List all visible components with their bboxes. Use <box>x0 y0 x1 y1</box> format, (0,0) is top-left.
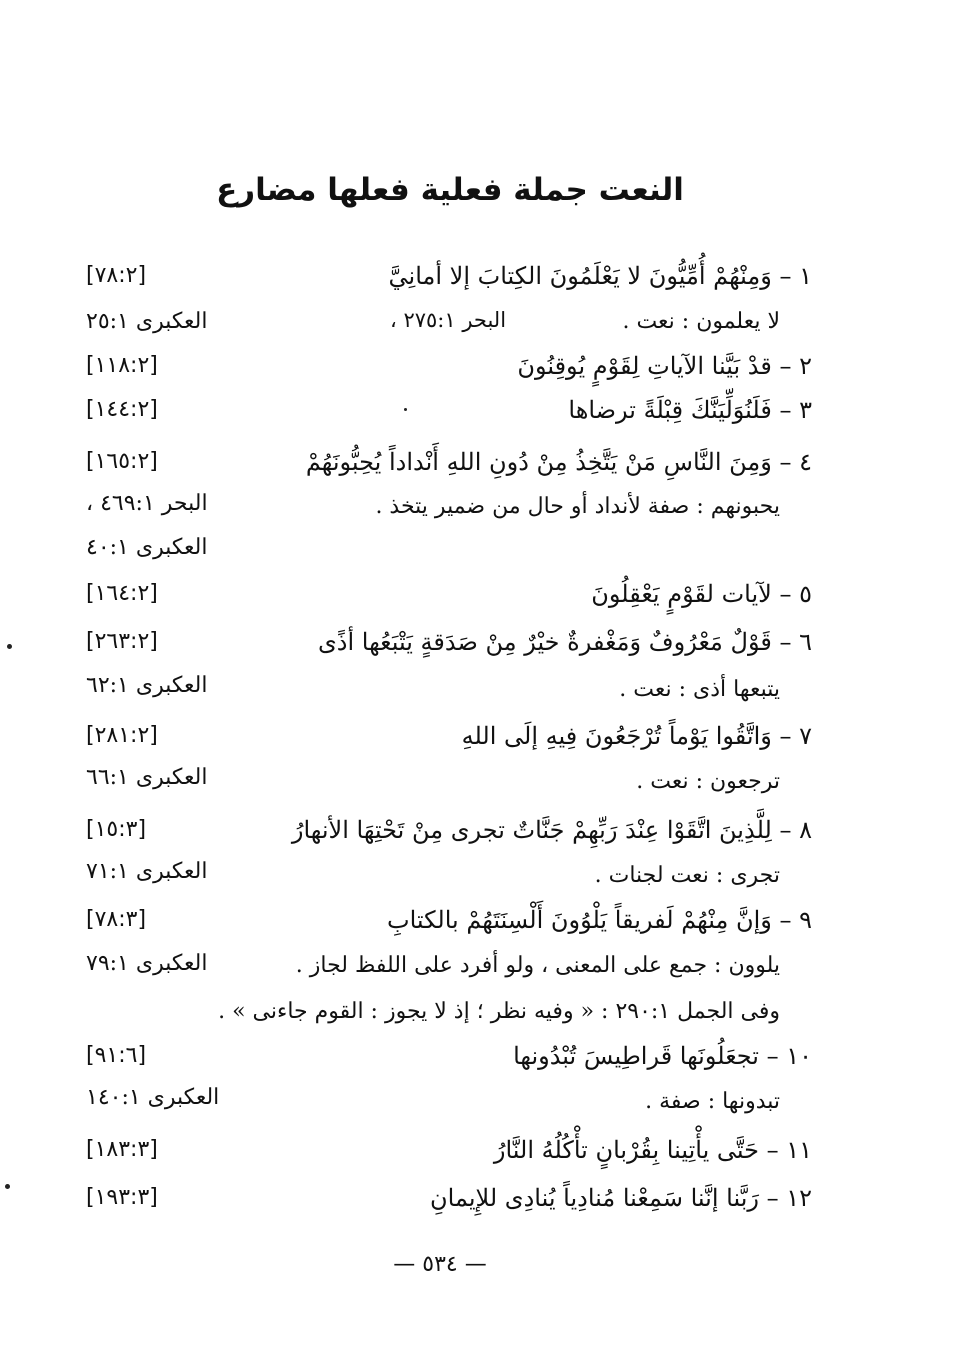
example-line: ١١ – حَتَّى يأْتِينا بِقُرْبانٍ تأْكُلُهُ النَّارُ <box>493 1136 812 1164</box>
verse-reference: [٢٨١:٢] <box>86 723 158 748</box>
source-citation: العكبرى ٦٦:١ <box>86 765 208 790</box>
verse-reference: [١٩٣:٣] <box>86 1185 158 1210</box>
verse-reference: [١٦٥:٢] <box>86 449 158 474</box>
source-citation: العكبرى ٤٠:١ <box>86 535 208 560</box>
source-citation: العكبرى ١٤٠:١ <box>86 1085 220 1110</box>
example-line: ٢ – قدْ بَيَّنا الآياتِ لِقَوْمٍ يُوقِنُونَ <box>517 352 812 380</box>
verse-reference: [١٤٤:٢] <box>86 397 158 422</box>
source-citation: العكبرى ٧١:١ <box>86 859 208 884</box>
example-line: ٦ – قَوْلٌ مَعْرُوفٌ وَمَغْفرةٌ خيْرٌ مِنْ صَدَقةٍ يَتْبَعُها أذًى <box>317 628 812 656</box>
scan-speck <box>404 408 407 411</box>
scan-speck <box>7 644 12 649</box>
scan-speck <box>5 1184 10 1189</box>
grammar-note: وفى الجمل ٢٩٠:١ : « وفيه نظر ؛ إذ لا يجوز : القوم جاءنى » . <box>218 999 780 1024</box>
example-line: ٧ – وَاتَّقُوا يَوْماً تُرْجَعُونَ فِيهِ إلَى اللهِ <box>461 722 812 750</box>
source-citation: البحر ٢٧٥:١ ، <box>390 308 507 332</box>
page-title: النعت جملة فعلية فعلها مضارع <box>216 172 684 208</box>
source-citation: العكبرى ٧٩:١ <box>86 951 208 976</box>
source-citation: العكبرى ٢٥:١ <box>86 309 208 334</box>
verse-reference: [٩١:٦] <box>86 1043 147 1068</box>
grammar-note: يحبونهم : صفة لأنداد أو حال من ضمير يتخذ . <box>375 494 780 519</box>
example-line: ٨ – لِلَّذِينَ اتَّقَوْا عِنْدَ رَبِّهِمْ جَنَّاتٌ تجرى مِنْ تَحْتِهَا الأنهارُ <box>291 816 812 844</box>
grammar-note: لا يعلمون : نعت . <box>622 309 780 334</box>
example-line: ١٢ – رَبَّنا إنَّنا سَمِعْنا مُنادِياً يُنادِى للإِيمانِ <box>430 1184 812 1212</box>
example-line: ٤ – وَمِنَ النَّاسِ مَنْ يَتَّخِذُ مِنْ دُونِ اللهِ أَنْداداً يُحِبُّونَهُمْ <box>305 448 812 476</box>
grammar-note: ترجعون : نعت . <box>636 769 780 794</box>
example-line: ١٠ – تجعَلُونَها قَراطِيسَ تُبْدُونها <box>513 1042 812 1070</box>
page-number: — ٥٣٤ — <box>393 1252 487 1277</box>
verse-reference: [٧٨:٢] <box>86 263 147 288</box>
example-line: ٣ – فَلَنُوَلِّيَنَّكَ قِبْلَةً ترضاها <box>568 396 812 424</box>
verse-reference: [١٥:٣] <box>86 817 147 842</box>
verse-reference: [٧٨:٣] <box>86 907 147 932</box>
verse-reference: [٢٦٣:٢] <box>86 629 158 654</box>
verse-reference: [١٨٣:٣] <box>86 1137 158 1162</box>
source-citation: البحر ٤٦٩:١ ، <box>86 491 208 516</box>
grammar-note: يلوون : جمع على المعنى ، ولو أفرد على اللفظ لجاز . <box>295 953 780 978</box>
example-line: ٥ – لآيات لقَوْمٍ يَعْقِلُونَ <box>591 580 812 608</box>
source-citation: العكبرى ٦٢:١ <box>86 673 208 698</box>
verse-reference: [١١٨:٢] <box>86 353 158 378</box>
example-line: ١ – وَمِنْهُمْ أُمِّيُّونَ لا يَعْلَمُونَ الكِتابَ إلا أمانِيَّ <box>388 262 812 290</box>
grammar-note: تجرى : نعت لجنات . <box>594 863 780 888</box>
grammar-note: يتبعها أذى : نعت . <box>619 677 780 702</box>
example-line: ٩ – وَإنَّ مِنْهُمْ لَفريقاً يَلْوُونَ أَلْسِنَتَهُمْ بالكتابِ <box>387 906 812 934</box>
grammar-note: تبدونها : صفة . <box>645 1089 780 1114</box>
verse-reference: [١٦٤:٢] <box>86 581 158 606</box>
